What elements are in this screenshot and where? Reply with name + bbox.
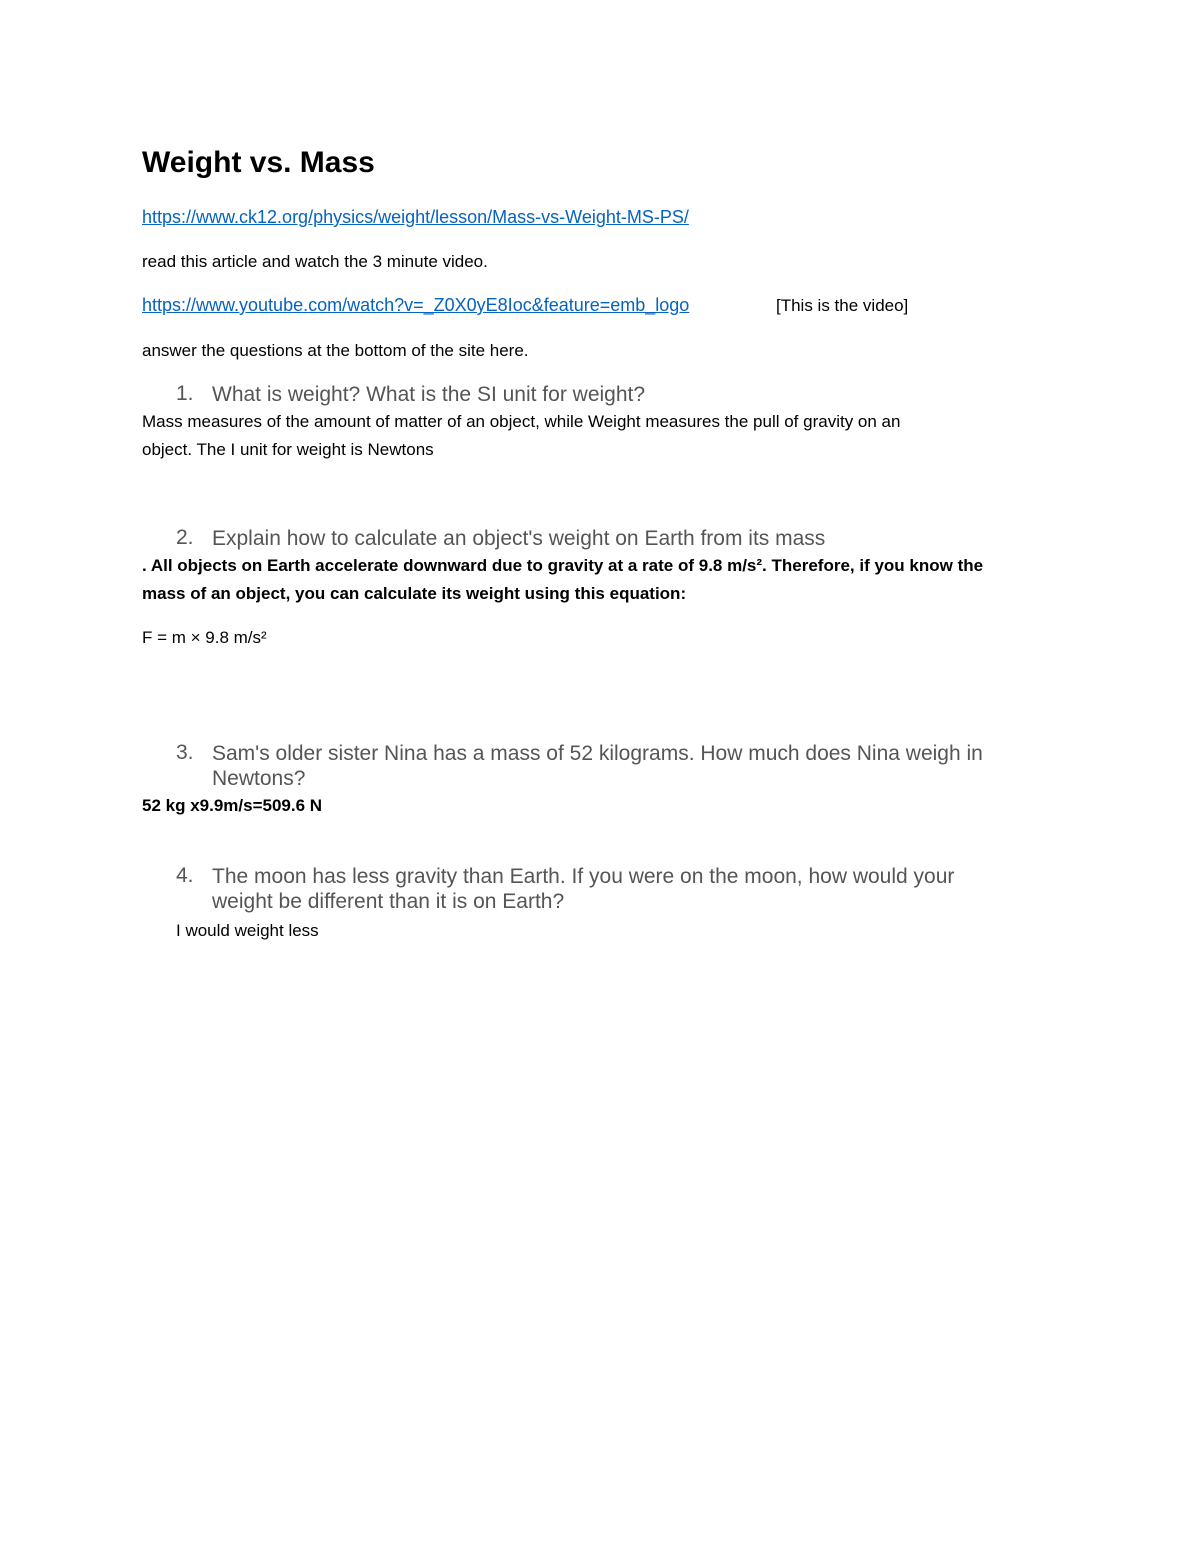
answer-3: 52 kg x9.9m/s=509.6 N — [142, 796, 323, 815]
question-text-line-1: Sam's older sister Nina has a mass of 52 kilograms. How much does Nina weigh in — [212, 742, 983, 765]
question-text: What is weight? What is the SI unit for weight? — [212, 383, 646, 406]
answer-1-line-1: Mass measures of the amount of matter of an object, while Weight measures the pull of gravity on an — [142, 412, 901, 431]
answer-2-line-1: . All objects on Earth accelerate downward due to gravity at a rate of 9.8 m/s². Therefore, if you know the — [142, 556, 984, 575]
answer-2-line-2: mass of an object, you can calculate its weight using this equation: — [142, 584, 687, 603]
question-text-line-2: Newtons? — [212, 767, 306, 790]
video-link[interactable]: https://www.youtube.com/watch?v=_Z0X0yE8Ioc&feature=emb_logo — [142, 295, 690, 315]
answer-1-line-2: object. The I unit for weight is Newtons — [142, 440, 434, 459]
instruction-read-article: read this article and watch the 3 minute video. — [142, 252, 488, 271]
question-text-line-1: The moon has less gravity than Earth. If you were on the moon, how would your — [212, 865, 955, 888]
question-text: Explain how to calculate an object's weight on Earth from its mass — [212, 527, 826, 550]
question-text-line-2: weight be different than it is on Earth? — [212, 890, 565, 913]
document-title: Weight vs. Mass — [142, 146, 375, 179]
answer-2-equation: F = m × 9.8 m/s² — [142, 628, 267, 647]
answer-4: I would weight less — [176, 921, 319, 940]
question-4 — [176, 864, 1076, 916]
question-number: 1. — [176, 382, 194, 405]
instruction-answer-questions: answer the questions at the bottom of the site here. — [142, 341, 529, 360]
question-number: 2. — [176, 526, 194, 549]
question-3 — [176, 741, 1076, 793]
video-note: [This is the video] — [776, 296, 909, 315]
article-link[interactable]: https://www.ck12.org/physics/weight/lesson/Mass-vs-Weight-MS-PS/ — [142, 207, 689, 227]
question-number: 4. — [176, 864, 194, 887]
question-number: 3. — [176, 741, 194, 764]
